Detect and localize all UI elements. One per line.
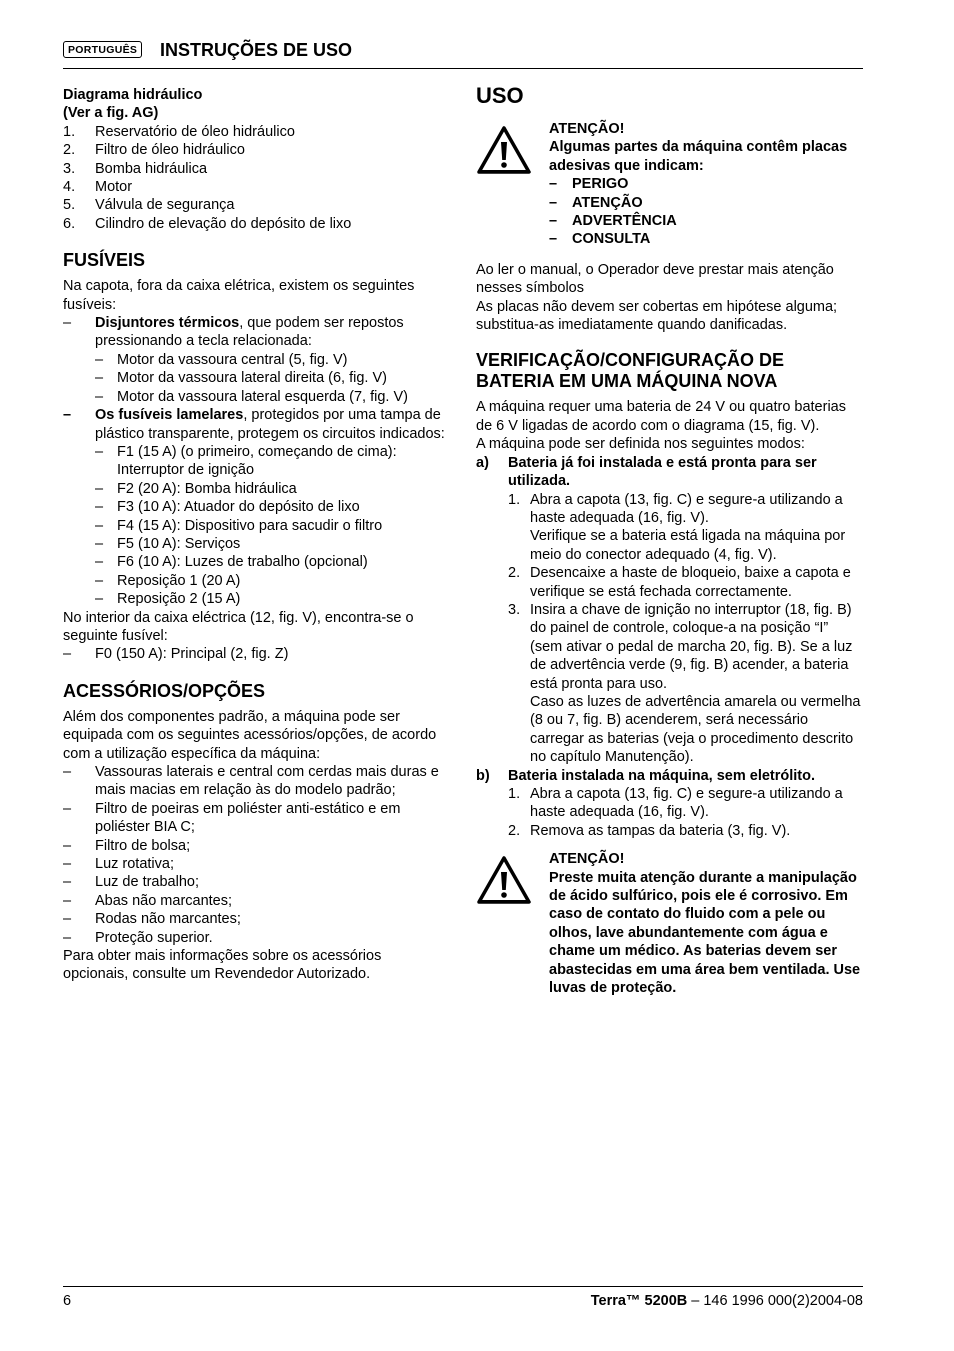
fuses-heading: FUSÍVEIS — [63, 250, 146, 271]
accessories-intro: Além dos componentes padrão, a máquina pode ser equipada com os seguintes acessórios/opções, de acordo com a utilização específica da máquina: — [63, 708, 437, 762]
list-item: – Luz de trabalho; — [63, 874, 199, 891]
list-item: – CONSULTA — [549, 231, 651, 248]
language-badge: PORTUGUÊS — [63, 41, 142, 58]
list-item: – F6 (10 A): Luzes de trabalho (opcional) — [95, 554, 368, 571]
page-header — [63, 40, 863, 69]
list-item: 4. Motor — [63, 179, 133, 196]
warning-heading: ATENÇÃO! — [549, 851, 625, 868]
list-item: – ATENÇÃO — [549, 194, 643, 211]
battery-intro: A máquina requer uma bateria de 24 V ou quatro baterias de 6 V ligadas de acordo com o diagrama (15, fig. V). — [476, 399, 846, 434]
list-item: 1. Abra a capota (13, fig. C) e segure-a utilizando a haste adequada (16, fig. V). Verifique se a bateria está ligada na máquina por meio do conector adequado (4, fig. V). — [508, 491, 846, 563]
left-column — [63, 86, 449, 984]
battery-intro: A máquina pode ser definida nos seguintes modos: — [476, 436, 805, 453]
list-item: – F4 (15 A): Dispositivo para sacudir o filtro — [95, 517, 383, 534]
mode-b: b) Bateria instalada na máquina, sem eletrólito. — [476, 767, 816, 784]
page-number: 6 — [63, 1293, 72, 1309]
hydraulic-title: Diagrama hidráulico — [63, 87, 203, 103]
breakers-list — [63, 351, 449, 406]
uso-paragraph: As placas não devem ser cobertas em hipótese alguma; substitua-as imediatamente quando danificadas. — [476, 298, 838, 334]
hydraulic-subtitle: (Ver a fig. AG) — [63, 105, 159, 122]
list-item: 3. Insira a chave de ignição no interruptor (18, fig. B) do painel de controle, coloque-a na posição “I” (sem ativar o pedal de marcha 20, fig. B). Se a luz de advertência verde (9, fig. B) acender, a bateria está pronta para uso. Caso as luzes de advertência amarela ou vermelha (8 ou 7, fig. B) acenderem, será necessário carregar as baterias (veja o procedimento descrito no capítulo Manutenção). — [508, 601, 861, 766]
list-item: – Rodas não marcantes; — [63, 911, 241, 928]
list-item: 2. Desencaixe a haste de bloqueio, baixe a capota e verifique se está fechada correctamente. — [508, 565, 851, 600]
list-item: – ADVERTÊNCIA — [549, 213, 677, 230]
list-item: – F3 (10 A): Atuador do depósito de lixo — [95, 499, 360, 516]
fuses-interior: No interior da caixa eléctrica (12, fig. V), encontra-se o seguinte fusível: — [63, 609, 414, 644]
list-item: – Filtro de poeiras em poliéster anti-estático e em poliéster BIA C; — [63, 800, 401, 836]
document-reference: Terra™ 5200B – 146 1996 000(2)2004-08 — [590, 1293, 863, 1309]
warning-heading: ATENÇÃO! — [549, 121, 625, 137]
list-item: 3. Bomba hidráulica — [63, 160, 208, 177]
list-item: – Motor da vassoura lateral esquerda (7, fig. V) — [95, 388, 408, 405]
right-column — [476, 84, 863, 997]
list-item: – Vassouras laterais e central com cerdas mais duras e mais macias em relação às do modelo padrão; — [63, 764, 439, 799]
accessories-list — [63, 763, 449, 947]
list-item: 6. Cilindro de elevação do depósito de lixo — [63, 215, 352, 232]
list-item: – Motor da vassoura lateral direita (6, fig. V) — [95, 370, 387, 387]
list-item: – Motor da vassoura central (5, fig. V) — [95, 351, 348, 368]
warning-text: Preste muita atenção durante a manipulação de ácido sulfúrico, pois ele é corrosivo. Em caso de contato do fluido com a pele ou olhos, lave abundantemente com água e chame um médico. As baterias devem ser abastecidas em uma área bem ventilada. Use luvas de proteção. — [549, 869, 861, 997]
list-item: – Reposição 1 (20 A) — [95, 572, 241, 589]
accessories-outro: Para obter mais informações sobre os acessórios opcionais, consulte um Revendedor Autorizado. — [63, 948, 382, 983]
list-item: – Luz rotativa; — [63, 856, 174, 873]
header-title: INSTRUÇÕES DE USO — [160, 40, 353, 60]
list-item: 2. Remova as tampas da bateria (3, fig. V). — [508, 822, 791, 839]
page-footer — [63, 1286, 863, 1309]
list-item: – Filtro de bolsa; — [63, 837, 191, 854]
battery-heading: VERIFICAÇÃO/CONFIGURAÇÃO DE BATERIA EM UMA MÁQUINA NOVA — [476, 350, 785, 392]
mode-a: a) Bateria já foi instalada e está pronta para ser utilizada. — [476, 454, 817, 490]
list-item: 1. Reservatório de óleo hidráulico — [63, 123, 295, 140]
list-item: – Proteção superior. — [63, 929, 213, 946]
blade-fuses-list — [63, 443, 449, 609]
fuses-intro: Na capota, fora da caixa elétrica, existem os seguintes fusíveis: — [63, 278, 415, 313]
mode-a-steps — [476, 491, 863, 767]
list-item: 1. Abra a capota (13, fig. C) e segure-a utilizando a haste adequada (16, fig. V). — [508, 786, 843, 821]
warning-box — [476, 120, 863, 249]
list-item: – F0 (150 A): Principal (2, fig. Z) — [63, 646, 289, 663]
uso-paragraph: Ao ler o manual, o Operador deve prestar mais atenção nesses símbolos — [476, 261, 834, 297]
accessories-heading: ACESSÓRIOS/OPÇÕES — [63, 680, 266, 701]
mode-b-steps — [476, 785, 863, 840]
list-item: – F2 (20 A): Bomba hidráulica — [95, 480, 297, 497]
list-item: – F1 (15 A) (o primeiro, começando de cima): Interruptor de ignição — [95, 443, 397, 479]
uso-heading: USO — [476, 83, 524, 108]
list-item: – PERIGO — [549, 176, 629, 193]
warning-box — [476, 850, 863, 997]
list-item: – Disjuntores térmicos, que podem ser repostos pressionando a tecla relacionada: — [63, 315, 404, 350]
hydraulic-list — [63, 123, 449, 233]
list-item: 2. Filtro de óleo hidráulico — [63, 142, 245, 159]
warning-triangle-icon — [476, 850, 549, 997]
list-item: – F5 (10 A): Serviços — [95, 535, 241, 552]
list-item: – Abas não marcantes; — [63, 892, 233, 909]
list-item: 5. Válvula de segurança — [63, 197, 235, 214]
list-item: – Os fusíveis lamelares, protegidos por uma tampa de plástico transparente, protegem os circuitos indicados: — [63, 407, 445, 442]
warning-text: Algumas partes da máquina contêm placas adesivas que indicam: — [549, 139, 848, 174]
list-item: – Reposição 2 (15 A) — [95, 591, 241, 608]
warning-triangle-icon — [476, 120, 549, 249]
